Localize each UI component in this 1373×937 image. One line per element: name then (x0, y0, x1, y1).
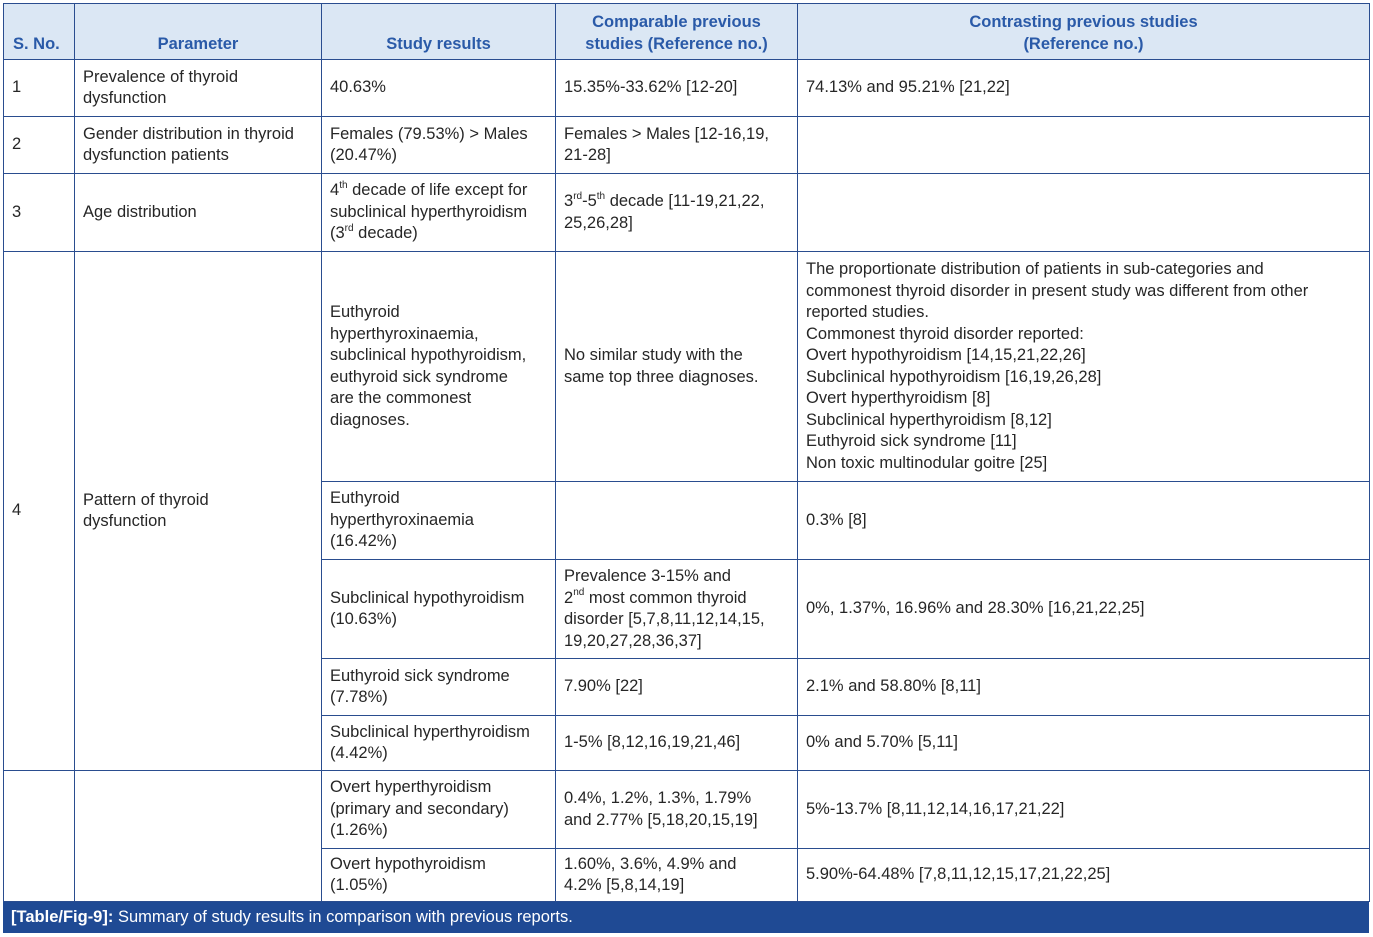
cell-study-result: 40.63% (322, 60, 556, 117)
header-parameter: Parameter (75, 4, 322, 60)
caption-label: [Table/Fig-9]: (11, 908, 114, 926)
cell-contrasting: The proportionate distribution of patients in sub-categories and commonest thyroid disorder in present study was different from other reported studies. Commonest thyroid disorder reported: Overt hypothyroidism [14,15,21,22,26] Subclinical hypothyroidism [16,19,26,28] Overt hyperthyroidism [8] Subclinical hyperthyroidism [8,12] Euthyroid sick syndrome [11] Non toxic multinodular goitre [25] (798, 252, 1370, 482)
cell-comparable: 1-5% [8,12,16,19,21,46] (556, 716, 798, 771)
cell-comparable: 7.90% [22] (556, 659, 798, 716)
cell-parameter (75, 771, 322, 902)
summary-table (3, 3, 1370, 902)
cell-comparable: 3rd-5th decade [11-19,21,22, 25,26,28] (556, 174, 798, 252)
cell-study-result: Euthyroid sick syndrome (7.78%) (322, 659, 556, 716)
table-row (4, 252, 1370, 482)
cell-comparable: 1.60%, 3.6%, 4.9% and 4.2% [5,8,14,19] (556, 849, 798, 902)
cell-contrasting: 0% and 5.70% [5,11] (798, 716, 1370, 771)
cell-contrasting: 5%-13.7% [8,11,12,14,16,17,21,22] (798, 771, 1370, 849)
cell-contrasting: 0%, 1.37%, 16.96% and 28.30% [16,21,22,25] (798, 560, 1370, 659)
header-study-results: Study results (322, 4, 556, 60)
caption-text: Summary of study results in comparison with previous reports. (113, 908, 573, 926)
table-row (4, 174, 1370, 252)
table-caption (3, 902, 1369, 933)
table-row (4, 771, 1370, 849)
cell-contrasting (798, 117, 1370, 174)
cell-study-result: 4th decade of life except for subclinical hyperthyroidism (3rd decade) (322, 174, 556, 252)
cell-parameter: Gender distribution in thyroid dysfunction patients (75, 117, 322, 174)
cell-study-result: Overt hyperthyroidism (primary and secondary) (1.26%) (322, 771, 556, 849)
cell-study-result: Euthyroid hyperthyroxinaemia, subclinical hypothyroidism, euthyroid sick syndrome are the commonest diagnoses. (322, 252, 556, 482)
cell-comparable (556, 482, 798, 560)
header-sno: S. No. (4, 4, 75, 60)
cell-contrasting: 5.90%-64.48% [7,8,11,12,15,17,21,22,25] (798, 849, 1370, 902)
cell-comparable: 0.4%, 1.2%, 1.3%, 1.79% and 2.77% [5,18,20,15,19] (556, 771, 798, 849)
table-row (4, 117, 1370, 174)
header-row (4, 4, 1370, 60)
cell-contrasting: 0.3% [8] (798, 482, 1370, 560)
cell-comparable: Prevalence 3-15% and 2nd most common thyroid disorder [5,7,8,11,12,14,15, 19,20,27,28,36,37] (556, 560, 798, 659)
cell-sno: 3 (4, 174, 75, 252)
cell-study-result: Subclinical hyperthyroidism (4.42%) (322, 716, 556, 771)
cell-sno: 2 (4, 117, 75, 174)
cell-sno: 1 (4, 60, 75, 117)
cell-sno (4, 771, 75, 902)
cell-sno: 4 (4, 252, 75, 771)
cell-contrasting (798, 174, 1370, 252)
cell-study-result: Females (79.53%) > Males (20.47%) (322, 117, 556, 174)
table-row (4, 60, 1370, 117)
cell-study-result: Euthyroid hyperthyroxinaemia (16.42%) (322, 482, 556, 560)
cell-study-result: Subclinical hypothyroidism (10.63%) (322, 560, 556, 659)
cell-parameter: Prevalence of thyroid dysfunction (75, 60, 322, 117)
cell-comparable: No similar study with the same top three diagnoses. (556, 252, 798, 482)
cell-parameter: Age distribution (75, 174, 322, 252)
cell-study-result: Overt hypothyroidism (1.05%) (322, 849, 556, 902)
cell-parameter: Pattern of thyroid dysfunction (75, 252, 322, 771)
header-contrasting: Contrasting previous studies (Reference no.) (798, 4, 1370, 60)
cell-contrasting: 74.13% and 95.21% [21,22] (798, 60, 1370, 117)
cell-contrasting: 2.1% and 58.80% [8,11] (798, 659, 1370, 716)
header-comparable: Comparable previous studies (Reference no.) (556, 4, 798, 60)
cell-comparable: 15.35%-33.62% [12-20] (556, 60, 798, 117)
cell-comparable: Females > Males [12-16,19, 21-28] (556, 117, 798, 174)
